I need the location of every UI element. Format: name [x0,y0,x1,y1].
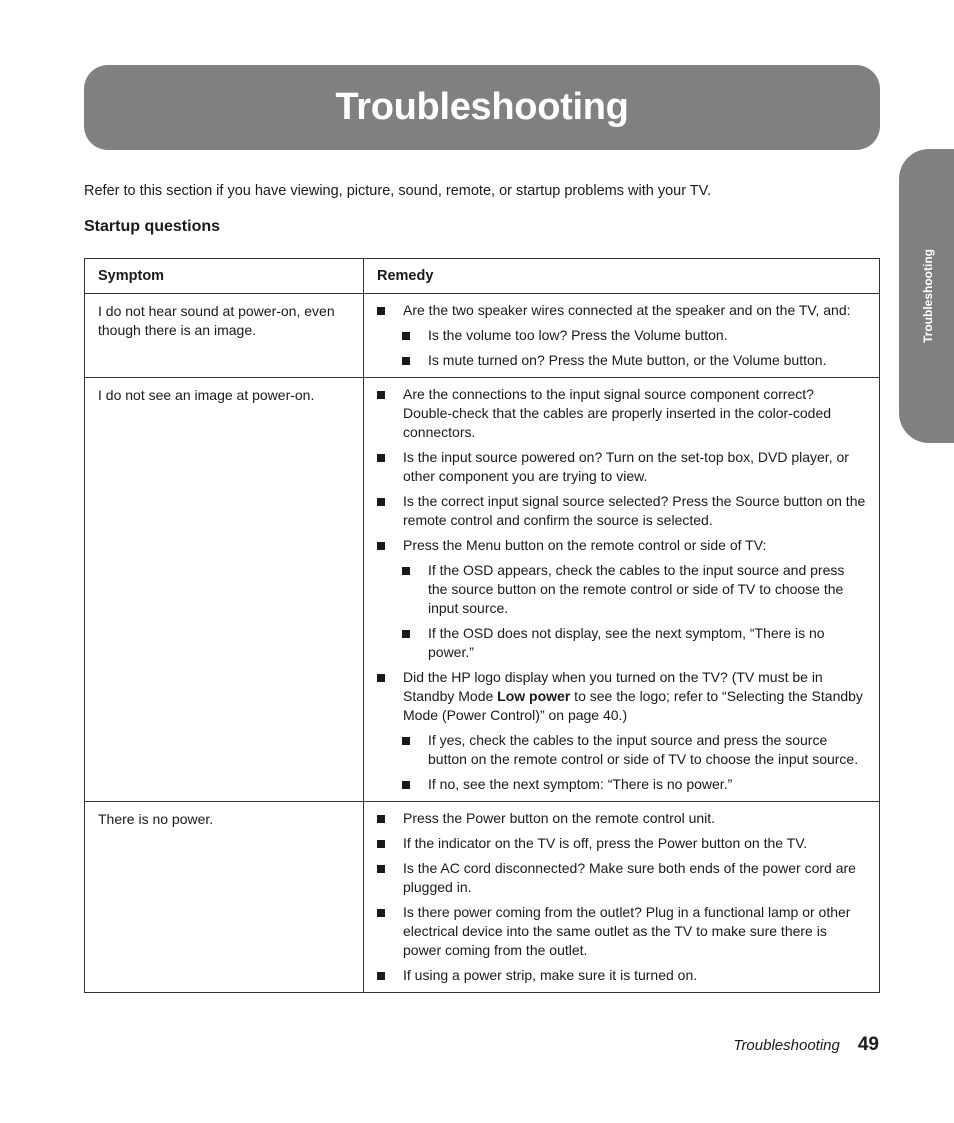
table-row [85,294,880,378]
remedy-subitem: If yes, check the cables to the input source and press the source button on the remote control or side of TV to choose the input source. [402,731,866,769]
remedy-item: Press the Menu button on the remote control or side of TV: [377,536,866,555]
remedy-subitem: If the OSD appears, check the cables to the input source and press the source button on the remote control or side of TV to choose the input source. [402,561,866,618]
symptom-cell: There is no power. [85,802,364,993]
intro-paragraph: Refer to this section if you have viewing, picture, sound, remote, or startup problems with your TV. [84,183,712,199]
side-tab-label: Troubleshooting [921,249,935,343]
remedy-item: Are the connections to the input signal source component correct? Double-check that the cables are properly inserted in the color-coded connectors. [377,385,866,442]
footer-section-label: Troubleshooting [733,1037,840,1054]
remedy-item: If using a power strip, make sure it is turned on. [377,966,866,985]
remedy-cell [364,378,880,802]
page-number: 49 [857,1034,879,1055]
remedy-text: Did the HP logo display when you turned on the TV? (TV must be in Standby Mode [403,669,823,704]
troubleshooting-table [84,258,880,993]
remedy-emphasis: Low power [497,688,571,704]
remedy-subitem: Is the volume too low? Press the Volume button. [402,326,866,345]
remedy-cell [364,802,880,993]
section-heading: Startup questions [84,218,221,235]
page-title: Troubleshooting [335,86,629,128]
remedy-item: Is the AC cord disconnected? Make sure both ends of the power cord are plugged in. [377,859,866,897]
table-row [85,802,880,993]
table-row [85,378,880,802]
remedy-cell [364,294,880,378]
remedy-item: Is there power coming from the outlet? Plug in a functional lamp or other electrical device into the same outlet as the TV to make sure there is power coming from the outlet. [377,903,866,960]
table-header-row [85,259,880,294]
symptom-cell: I do not hear sound at power-on, even though there is an image. [85,294,364,378]
remedy-item [377,668,866,725]
page-footer [733,1034,879,1056]
remedy-subitem: If the OSD does not display, see the next symptom, “There is no power.” [402,624,866,662]
chapter-title-bar [84,65,880,150]
column-header-symptom: Symptom [85,259,364,294]
remedy-item: Is the correct input signal source selected? Press the Source button on the remote control and confirm the source is selected. [377,492,866,530]
remedy-subitem: If no, see the next symptom: “There is no power.” [402,775,866,794]
remedy-item: Is the input source powered on? Turn on the set-top box, DVD player, or other component you are trying to view. [377,448,866,486]
remedy-item: If the indicator on the TV is off, press the Power button on the TV. [377,834,866,853]
remedy-subitem: Is mute turned on? Press the Mute button, or the Volume button. [402,351,866,370]
remedy-text: to see the logo; refer to “Selecting the Standby Mode (Power Control)” on page 40.) [403,688,863,723]
column-header-remedy: Remedy [364,259,880,294]
remedy-item: Are the two speaker wires connected at the speaker and on the TV, and: [377,301,866,320]
symptom-cell: I do not see an image at power-on. [85,378,364,802]
side-chapter-tab [899,149,954,443]
remedy-item: Press the Power button on the remote control unit. [377,809,866,828]
